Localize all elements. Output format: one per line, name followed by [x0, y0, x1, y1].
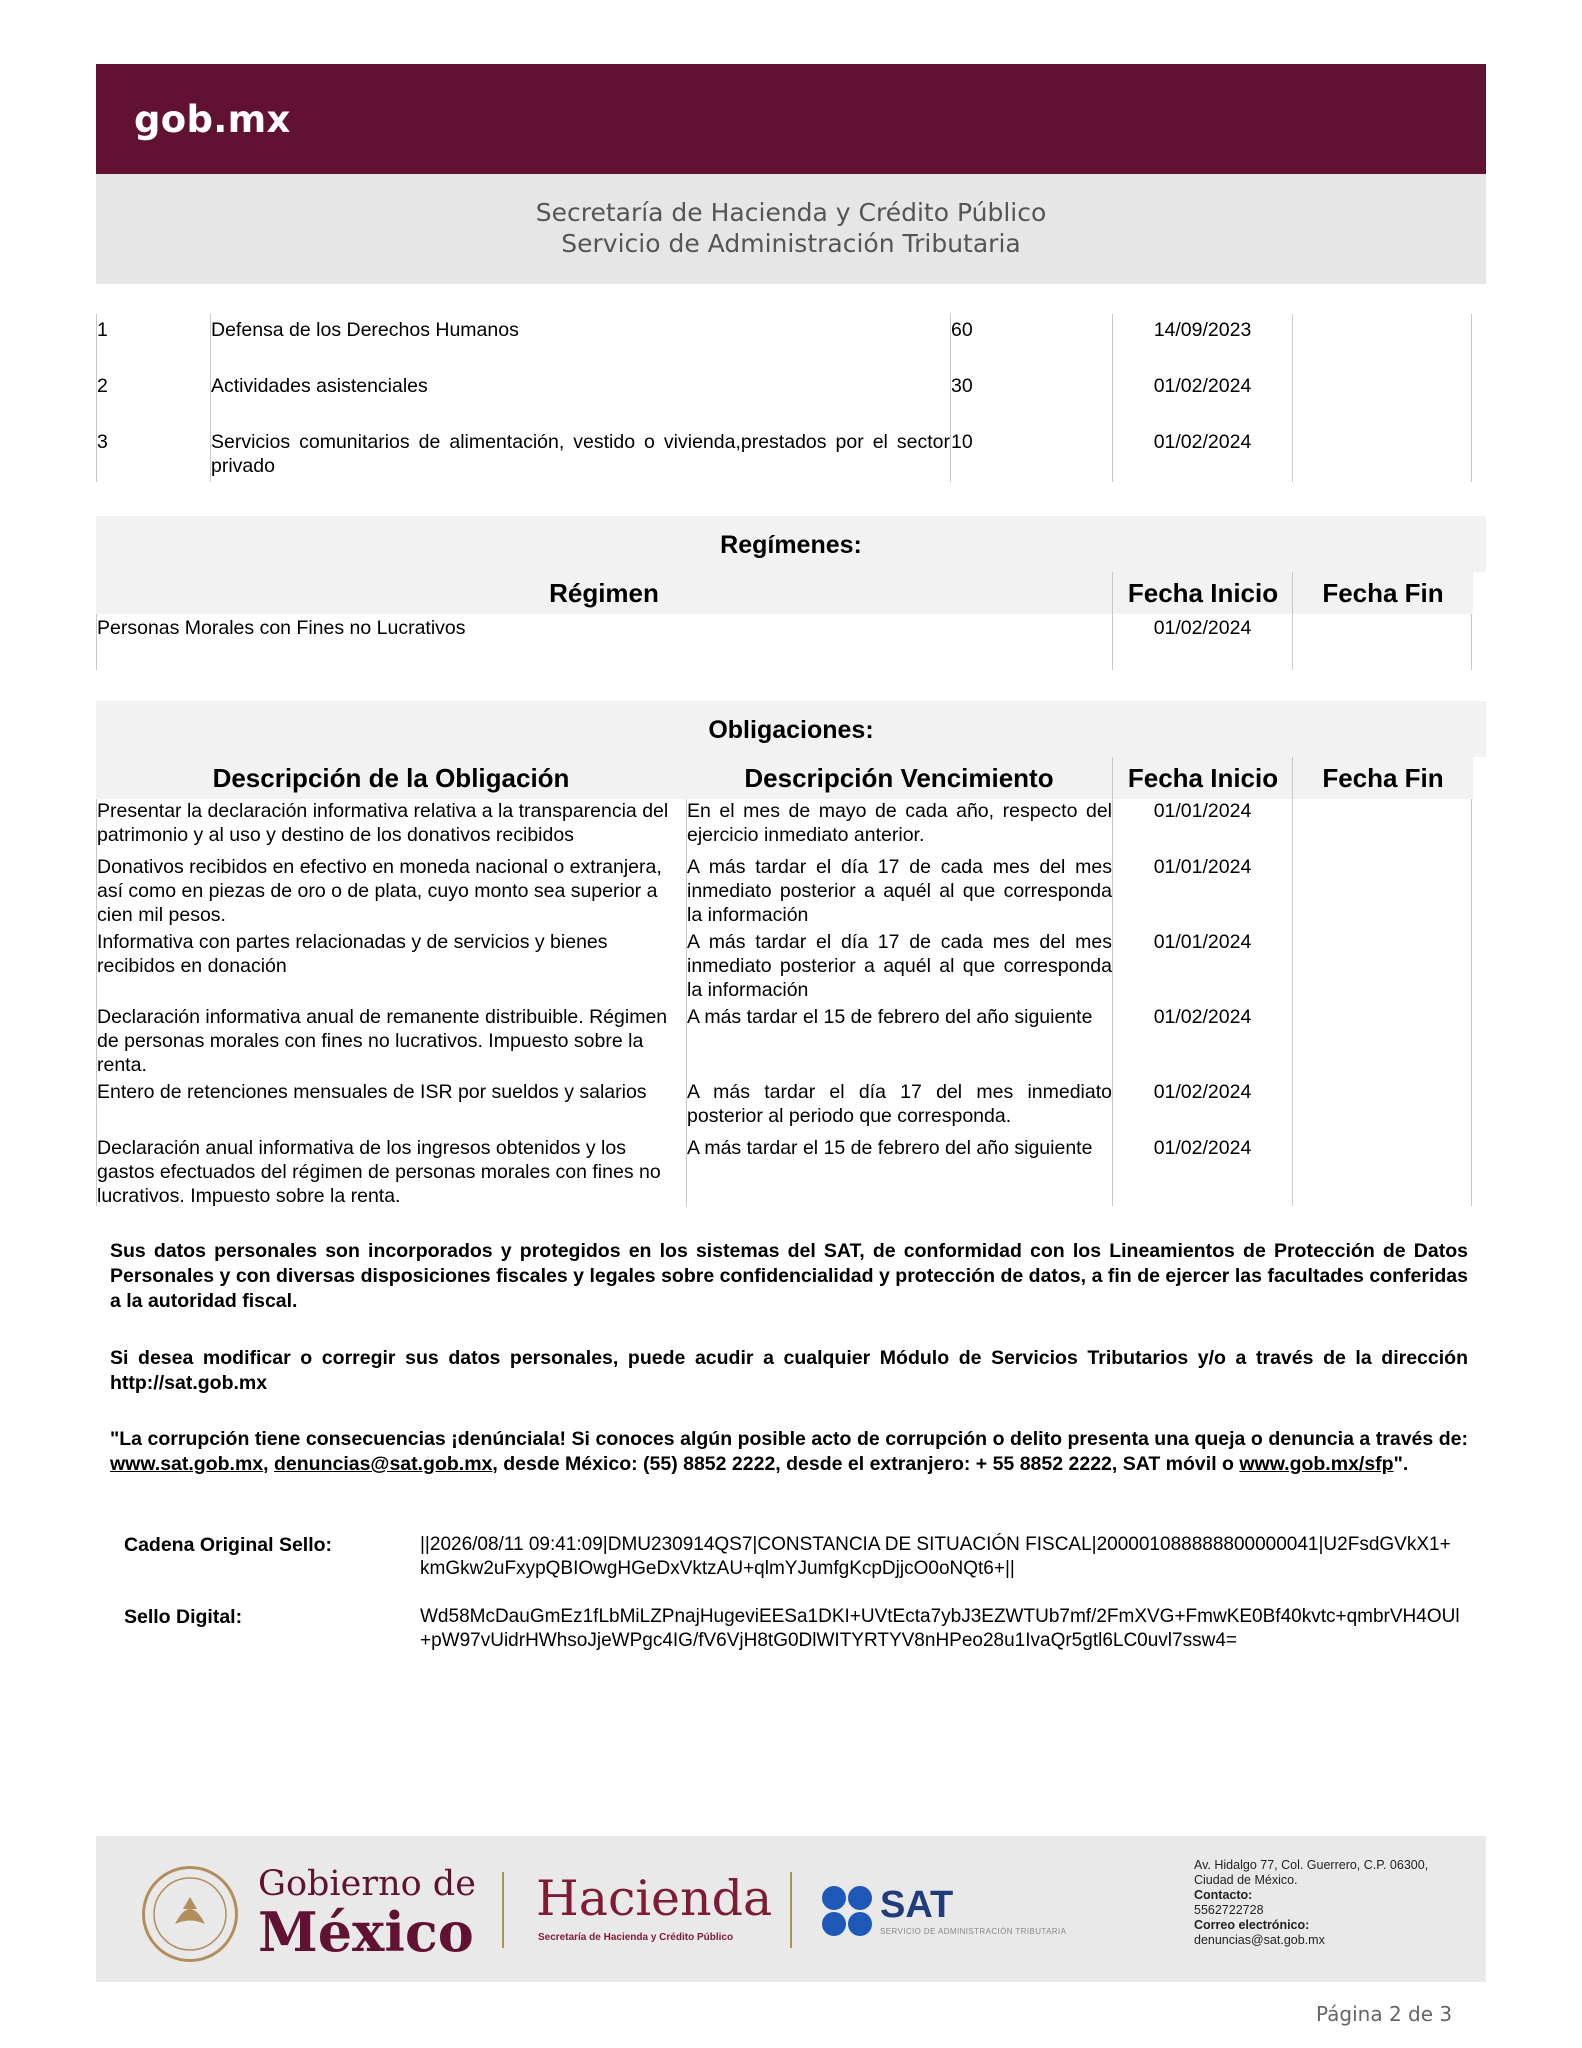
hacienda-subtitle: Secretaría de Hacienda y Crédito Público	[538, 1932, 734, 1943]
fecha-fin-cell	[1292, 1005, 1472, 1080]
fecha-inicio-header: Fecha Inicio	[1112, 572, 1293, 614]
fecha-fin-cell	[1292, 930, 1472, 1005]
contact-email: denuncias@sat.gob.mx	[1194, 1933, 1325, 1947]
corruption-notice	[110, 1427, 1468, 1477]
sat-logo-icon	[822, 1886, 874, 1938]
regimen-cell: Personas Morales con Fines no Lucrativos	[96, 614, 1112, 670]
fecha-inicio-header: Fecha Inicio	[1112, 757, 1293, 799]
table-row	[96, 855, 1486, 930]
contact-block	[1194, 1858, 1428, 1948]
corruption-text-b: , desde México: (55) 8852 2222, desde el extranjero: + 55 8852 2222, SAT móvil o	[492, 1453, 1240, 1475]
fecha-inicio-cell: 01/01/2024	[1112, 855, 1292, 930]
fecha-fin-cell	[1292, 614, 1472, 670]
vencimiento-cell: A más tardar el 15 de febrero del año siguiente	[686, 1136, 1112, 1206]
footer-divider	[790, 1872, 792, 1948]
footer-banner	[96, 1836, 1486, 1982]
orden-cell: 2	[96, 370, 210, 426]
actividades-table	[96, 314, 1486, 482]
footer-divider	[502, 1872, 504, 1948]
descripcion-header: Descripción de la Obligación	[96, 757, 686, 799]
regimenes-header-row	[96, 572, 1486, 614]
descripcion-cell: Declaración anual informativa de los ingresos obtenidos y los gastos efectuados del régimen de personas morales con fines no lucrativos. Impuesto sobre la renta.	[96, 1136, 686, 1206]
fecha-fin-cell	[1292, 314, 1472, 370]
actividad-cell: Servicios comunitarios de alimentación, vestido o vivienda,prestados por el sector privado	[210, 426, 950, 482]
descripcion-cell: Entero de retenciones mensuales de ISR por sueldos y salarios	[96, 1080, 686, 1136]
orden-cell: 1	[96, 314, 210, 370]
descripcion-cell: Informativa con partes relacionadas y de servicios y bienes recibidos en donación	[96, 930, 686, 1005]
mexico-text: México	[258, 1900, 474, 1964]
corruption-text-a: "La corrupción tiene consecuencias ¡denúnciala! Si conoces algún posible acto de corrupción o delito presenta una queja o denuncia a través de:	[110, 1428, 1468, 1450]
data-correction-notice: Si desea modificar o corregir sus datos personales, puede acudir a cualquier Módulo de Servicios Tributarios y/o a través de la dirección http://sat.gob.mx	[110, 1347, 1468, 1394]
table-row	[96, 314, 1486, 370]
sello-digital-label: Sello Digital:	[124, 1606, 243, 1628]
obligaciones-header-row	[96, 757, 1486, 799]
contacto-label: Contacto:	[1194, 1888, 1253, 1902]
regimenes-table	[96, 516, 1486, 670]
fecha-inicio-cell: 14/09/2023	[1112, 314, 1292, 370]
obligaciones-table	[96, 701, 1486, 1206]
sat-subtitle: SERVICIO DE ADMINISTRACIÓN TRIBUTARIA	[880, 1927, 1067, 1936]
fecha-inicio-cell: 01/01/2024	[1112, 930, 1292, 1005]
header-subtitle	[96, 174, 1486, 284]
gob-mx-logo: gob.mx	[134, 97, 291, 141]
vencimiento-cell: A más tardar el día 17 de cada mes del mes inmediato posterior a aquél al que corresponda la información	[686, 855, 1112, 930]
header-line-2: Servicio de Administración Tributaria	[561, 229, 1021, 258]
fecha-fin-cell	[1292, 799, 1472, 855]
sat-website-link[interactable]: www.sat.gob.mx	[110, 1453, 264, 1475]
mexico-coat-of-arms-icon	[142, 1866, 238, 1962]
denuncias-email-link[interactable]: denuncias@sat.gob.mx	[273, 1453, 493, 1475]
address-line-2: Ciudad de México.	[1194, 1873, 1298, 1887]
fecha-inicio-cell: 01/01/2024	[1112, 799, 1292, 855]
fecha-fin-header: Fecha Fin	[1292, 757, 1473, 799]
page-number: Página 2 de 3	[1316, 2002, 1453, 2026]
fecha-fin-cell	[1292, 1080, 1472, 1136]
porcentaje-cell: 10	[950, 426, 1112, 482]
vencimiento-cell: A más tardar el 15 de febrero del año siguiente	[686, 1005, 1112, 1080]
address-line-1: Av. Hidalgo 77, Col. Guerrero, C.P. 06300,	[1194, 1858, 1429, 1872]
fecha-inicio-cell: 01/02/2024	[1112, 1005, 1292, 1080]
porcentaje-cell: 60	[950, 314, 1112, 370]
table-row	[96, 614, 1486, 670]
contact-phone: 5562722728	[1194, 1903, 1264, 1917]
obligaciones-title: Obligaciones:	[96, 701, 1486, 757]
cadena-original-value: ||2026/08/11 09:41:09|DMU230914QS7|CONSTANCIA DE SITUACIÓN FISCAL|200001088888800000041|U2FsdGVkX1+kmGkw2uFxypQBIOwgHGeDxVktzAU+qlmYJumfgKcpDjjcO0oNQt6+||	[420, 1534, 1451, 1579]
descripcion-cell: Donativos recibidos en efectivo en moneda nacional o extranjera, así como en piezas de oro o de plata, cuyo monto sea superior a cien mil pesos.	[96, 855, 686, 930]
table-row	[96, 1136, 1486, 1206]
porcentaje-cell: 30	[950, 370, 1112, 426]
actividad-cell: Actividades asistenciales	[210, 370, 950, 426]
fecha-inicio-cell: 01/02/2024	[1112, 1080, 1292, 1136]
privacy-notice: Sus datos personales son incorporados y protegidos en los sistemas del SAT, de conformidad con los Lineamientos de Protección de Datos Personales y con diversas disposiciones fiscales y legales sobre confidencialidad y protección de datos, a fin de ejercer las facultades conferidas a la autoridad fiscal.	[110, 1240, 1468, 1312]
vencimiento-header: Descripción Vencimiento	[686, 757, 1112, 799]
fecha-inicio-cell: 01/02/2024	[1112, 370, 1292, 426]
descripcion-cell: Declaración informativa anual de remanente distribuible. Régimen de personas morales con fines no lucrativos. Impuesto sobre la renta.	[96, 1005, 686, 1080]
regimen-header: Régimen	[96, 572, 1112, 614]
fecha-fin-cell	[1292, 1136, 1472, 1206]
descripcion-cell: Presentar la declaración informativa relativa a la transparencia del patrimonio y al uso y destino de los donativos recibidos	[96, 799, 686, 855]
gobierno-de-text: Gobierno de	[258, 1864, 476, 1904]
vencimiento-cell: A más tardar el día 17 de cada mes del mes inmediato posterior a aquél al que corresponda la información	[686, 930, 1112, 1005]
fecha-inicio-cell: 01/02/2024	[1112, 426, 1292, 482]
fecha-fin-cell	[1292, 855, 1472, 930]
table-row	[96, 799, 1486, 855]
corruption-text-c: ".	[1393, 1453, 1409, 1475]
table-row	[96, 426, 1486, 482]
corruption-text-sep: ,	[263, 1453, 274, 1475]
email-label: Correo electrónico:	[1194, 1918, 1310, 1932]
cadena-original-label: Cadena Original Sello:	[124, 1534, 333, 1556]
orden-cell: 3	[96, 426, 210, 482]
fecha-inicio-cell: 01/02/2024	[1112, 614, 1292, 670]
table-row	[96, 1005, 1486, 1080]
fecha-inicio-cell: 01/02/2024	[1112, 1136, 1292, 1206]
sello-digital-value: Wd58McDauGmEz1fLbMiLZPnajHugeviEESa1DKI+UVtEcta7ybJ3EZWTUb7mf/2FmXVG+FmwKE0Bf40kvtc+qmbrVH4OUl+pW97vUidrHWhsoJjeWPgc4IG/fV6VjH8tG0DlWITYRTYV8nHPeo28u1IvaQr5gtl6LC0uvl7ssw4=	[420, 1606, 1460, 1651]
vencimiento-cell: En el mes de mayo de cada año, respecto del ejercicio inmediato anterior.	[686, 799, 1112, 855]
hacienda-logo-text: Hacienda	[536, 1870, 773, 1927]
sat-logo-text: SAT	[880, 1884, 954, 1926]
table-row	[96, 930, 1486, 1005]
actividad-cell: Defensa de los Derechos Humanos	[210, 314, 950, 370]
fecha-fin-header: Fecha Fin	[1292, 572, 1473, 614]
table-row	[96, 1080, 1486, 1136]
table-row	[96, 370, 1486, 426]
header-line-1: Secretaría de Hacienda y Crédito Público	[535, 198, 1047, 227]
vencimiento-cell: A más tardar el día 17 del mes inmediato posterior al periodo que corresponda.	[686, 1080, 1112, 1136]
sfp-website-link[interactable]: www.gob.mx/sfp	[1239, 1453, 1394, 1475]
header-banner	[96, 64, 1486, 174]
fecha-fin-cell	[1292, 426, 1472, 482]
regimenes-title: Regímenes:	[96, 516, 1486, 572]
fecha-fin-cell	[1292, 370, 1472, 426]
